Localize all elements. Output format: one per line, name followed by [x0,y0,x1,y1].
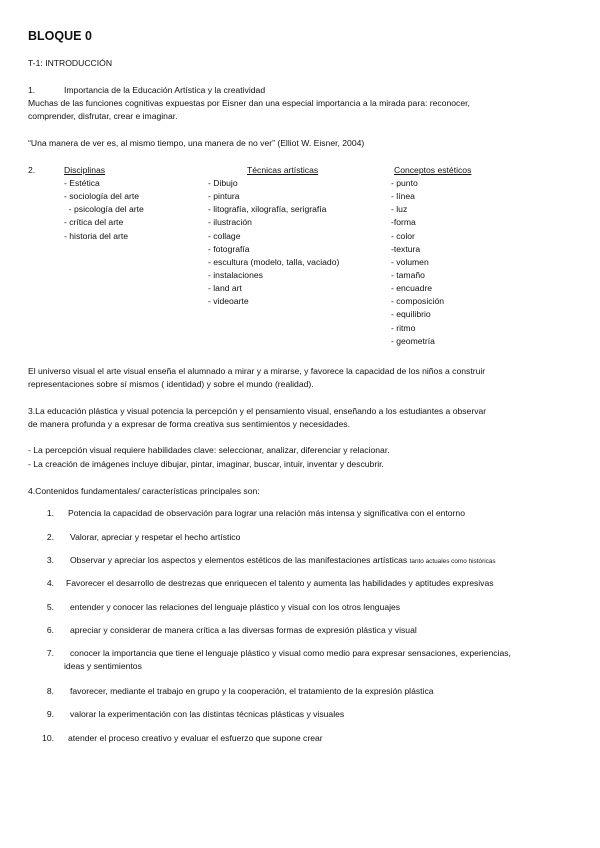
tecnica-item: - litografía, xilografía, serigrafía [208,204,327,215]
list-number: 1. [46,508,54,518]
concepto-item: - composición [391,296,445,307]
item-1-body-line2: comprender, disfrutar, crear e imaginar. [28,111,178,121]
document-title: BLOQUE 0 [28,29,92,43]
list-text: Observar y apreciar los aspectos y elementos estéticos de las manifestaciones artísticas [70,555,408,565]
disciplina-item: - psicología del arte [64,204,144,215]
item-4-heading: 4.Contenidos fundamentales/ características principales son: [28,486,260,496]
list-text: entender y conocer las relaciones del lenguaje plástico y visual con los otros lenguajes [70,602,401,612]
eisner-quote: “Una manera de ver es, al mismo tiempo, una manera de no ver” (Elliot W. Eisner, 2004) [28,138,365,148]
list-item [32,708,592,721]
tecnica-item: - videoarte [208,296,249,307]
tecnica-item: - land art [208,283,242,294]
list-number: 4. [46,578,54,588]
tecnicas-list [208,177,339,308]
list-text-small: tanto actuales como históricas [409,558,496,565]
list-item [32,507,592,520]
item-1-heading: Importancia de la Educación Artística y la creatividad [64,85,266,95]
list-text: valorar la experimentación con las distintas técnicas plásticas y visuales [70,709,345,719]
item-2-number: 2. [28,165,36,175]
bullet-percepcion: - La percepción visual requiere habilidades clave: seleccionar, analizar, diferenciar y relacionar. [28,445,390,455]
concepto-item: - equilibrio [391,309,431,320]
concepto-item: - línea [391,191,415,202]
conceptos-header: Conceptos estéticos [394,165,472,175]
list-item [32,685,592,698]
item-3-line2: de manera profunda y a expresar de forma creativa sus sentimientos y necesidades. [28,419,350,429]
list-text: Favorecer el desarrollo de destrezas que enriquecen el talento y aumenta las habilidades y aptitudes expresivas [66,578,494,588]
list-text: Valorar, apreciar y respetar el hecho artístico [70,532,241,542]
list-number: 7. [46,648,54,658]
item-3-line1: 3.La educación plástica y visual potencia la percepción y el pensamiento visual, enseñando a los estudiantes a observar [28,406,487,416]
list-text-line2: ideas y sentimientos [64,661,142,671]
conceptos-list [391,177,444,348]
list-number: 5. [46,602,54,612]
item-1-number: 1. [28,85,36,95]
tecnica-item: - collage [208,230,241,241]
disciplinas-header: Disciplinas [64,165,106,175]
tecnica-item: - pintura [208,191,240,202]
disciplina-item: - historia del arte [64,230,129,241]
tecnica-item: - ilustración [208,217,252,228]
list-number: 6. [46,625,54,635]
concepto-item: -textura [391,243,421,254]
tecnica-item: - Dibujo [208,178,238,188]
concepto-item: - tamaño [391,269,425,280]
concepto-item: - volumen [391,256,429,267]
universo-line2: representaciones sobre sí mismos ( identidad) y sobre el mundo (realidad). [28,379,314,389]
disciplina-item: - sociología del arte [64,191,139,202]
disciplina-item: - Estética [64,178,100,188]
concepto-item: -forma [391,217,416,228]
list-number: 2. [46,532,54,542]
list-text: apreciar y considerar de manera crítica a las diversas formas de expresión plástica y visual [70,625,417,635]
list-number: 8. [46,686,54,696]
disciplinas-list [64,177,144,243]
disciplina-item: - crítica del arte [64,217,124,228]
section-heading: T-1: INTRODUCCIÓN [28,58,113,68]
list-text: favorecer, mediante el trabajo en grupo y la cooperación, el tratamiento de la expresión plástica [70,686,434,696]
tecnicas-header: Técnicas artísticas [247,165,319,175]
concepto-item: - color [391,230,415,241]
list-item [32,624,592,637]
concepto-item: - luz [391,204,408,215]
item-1-body-line1: Muchas de las funciones cognitivas expuestas por Eisner dan una especial importancia a la mirada para: reconocer, [28,98,470,108]
concepto-item: - encuadre [391,283,433,294]
list-number: 10. [42,733,54,743]
list-item [32,647,592,673]
tecnica-item: - instalaciones [208,269,263,280]
list-item [32,531,592,544]
list-item [32,732,592,745]
list-number: 3. [46,555,54,565]
list-item [32,601,592,614]
universo-line1: El universo visual el arte visual enseña el alumnado a mirar y a mirarse, y favorece la capacidad de los niños a construir [28,366,486,376]
tecnica-item: - escultura (modelo, talla, vaciado) [208,256,340,267]
list-text: atender el proceso creativo y evaluar el esfuerzo que supone crear [68,733,323,743]
list-text: Potencia la capacidad de observación para lograr una relación más intensa y significativa con el entorno [68,508,465,518]
list-number: 9. [46,709,54,719]
concepto-item: - ritmo [391,322,416,333]
bullet-creacion: - La creación de imágenes incluye dibujar, pintar, imaginar, buscar, intuir, inventar y descubrir. [28,459,384,469]
tecnica-item: - fotografía [208,243,250,254]
concepto-item: - punto [391,178,418,188]
list-text: conocer la importancia que tiene el lenguaje plástico y visual como medio para expresar sensaciones, experiencias, [70,648,511,658]
list-item [32,554,592,567]
list-item [32,577,592,590]
concepto-item: - geometría [391,335,435,346]
